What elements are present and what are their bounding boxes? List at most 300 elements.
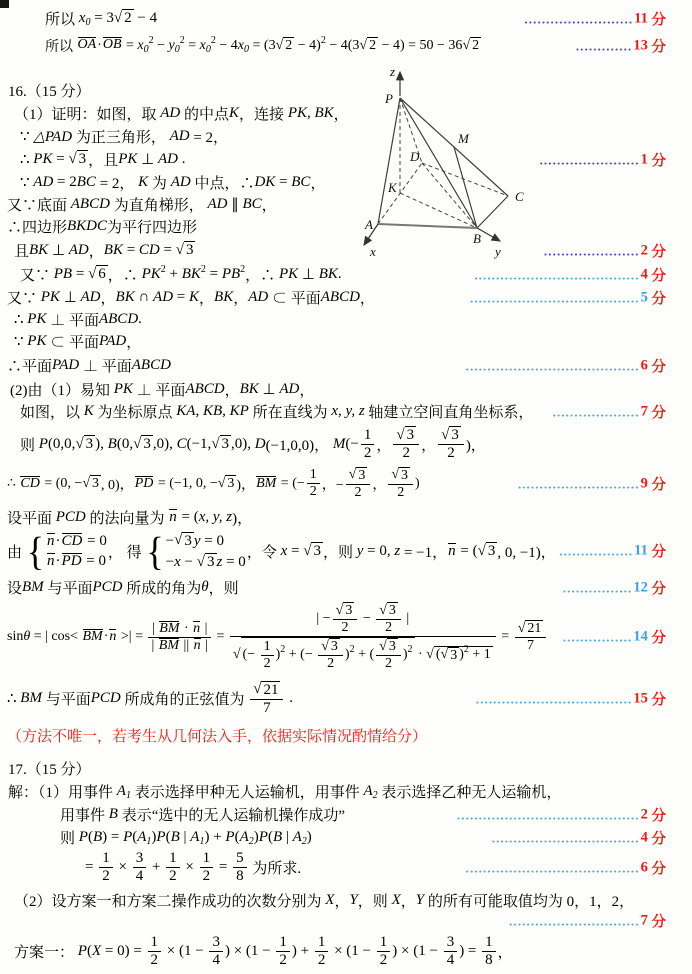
text-run: ) = (459, 942, 481, 959)
text-run: | (201, 620, 208, 636)
sqrt (133, 435, 153, 453)
sqrt (336, 602, 355, 619)
text-run: = (184, 37, 200, 53)
numerator (250, 681, 283, 699)
leader-dots: ........................................ (465, 358, 640, 373)
text-run: = −1， (400, 544, 448, 561)
score-number: 11 (634, 10, 648, 26)
doc-line (0, 758, 692, 779)
text-run: − (359, 611, 375, 627)
score-number: 4 (640, 266, 648, 282)
sqrt (211, 435, 231, 453)
math-run: PK (141, 266, 161, 282)
numerator: 3 (212, 933, 220, 950)
sqrt (82, 475, 101, 492)
math-run: ABCD (131, 357, 171, 373)
text-run: ∵ (20, 175, 34, 191)
text-run: + (− (285, 647, 317, 663)
text-run: − (180, 553, 197, 570)
denominator: 2 (307, 483, 320, 500)
score-unit: 分 (647, 581, 666, 598)
leader-dots: ....................... (539, 152, 640, 167)
text-run: · (180, 620, 193, 636)
cases-row (46, 553, 107, 570)
denominator: 2 (361, 444, 375, 462)
line-content (7, 725, 427, 746)
numerator: 1 (102, 850, 110, 867)
math-run: BKDC (67, 218, 108, 234)
text-run: 则 (20, 437, 39, 454)
numerator (515, 620, 547, 637)
score-unit: 分 (647, 244, 666, 260)
math-run: BM (158, 637, 180, 653)
radical-sign: √ (391, 467, 400, 483)
math-run: P (156, 829, 166, 846)
numerator (393, 426, 419, 444)
text-run: = 0, (363, 542, 395, 559)
text-run: (−1, (186, 435, 212, 452)
score-leader (559, 541, 666, 562)
line-content (45, 8, 157, 29)
text-run: ， (372, 477, 387, 493)
score-number: 1 (640, 151, 648, 167)
score-leader (524, 8, 666, 29)
radicand: 3 (313, 543, 321, 560)
sqrt (518, 620, 544, 637)
radical-sign: √ (133, 435, 142, 452)
fraction (515, 620, 547, 654)
text-run: × (1 − (163, 942, 208, 959)
math-run: PK (27, 311, 47, 327)
text-run: ，连接 (239, 107, 288, 123)
text-run: ⊂ 平面 (268, 291, 321, 307)
radicand (434, 646, 493, 664)
geometry-figure (344, 60, 544, 260)
doc-line (0, 309, 692, 330)
numerator: 3 (135, 850, 144, 867)
math-run: x (78, 10, 86, 26)
text-run: ) (151, 829, 157, 846)
text-run: | (201, 637, 208, 653)
doc-line (0, 355, 692, 376)
superscript: 2 (463, 644, 469, 656)
math-run: x (280, 542, 288, 559)
text-run: ∴ (7, 691, 21, 708)
radicand: 3 (345, 603, 353, 619)
text-run: ), (95, 435, 108, 452)
doc-line (0, 681, 692, 718)
sqrt (276, 37, 295, 54)
numerator (230, 602, 496, 636)
numerator (376, 638, 401, 655)
text-run: ) (306, 829, 312, 846)
fraction (230, 602, 496, 672)
text-run: = (− (277, 475, 305, 491)
text-run: ∴平面 (7, 359, 53, 375)
sqrt (349, 467, 368, 484)
text-run: ，令 (246, 544, 281, 561)
line-content (20, 149, 185, 170)
cases-column (46, 533, 107, 571)
fraction (200, 850, 214, 886)
superscript: 2 (179, 34, 185, 46)
text-run: − (165, 553, 175, 570)
math-run: ABCD (320, 289, 360, 305)
text-run: sin (7, 629, 24, 645)
fraction (361, 427, 375, 463)
text-run: − 4) = 50 − 36 (378, 37, 463, 53)
math-run: PK (33, 151, 53, 167)
text-run: (2)由（1）易知 (10, 383, 114, 399)
denominator: 2 (333, 619, 358, 636)
sqrt (359, 37, 378, 54)
text-run: · (55, 533, 61, 550)
math-run: n (448, 542, 456, 559)
text-run: 所以 (45, 39, 77, 55)
text-run: 中点，∴ (190, 176, 255, 192)
axis-label-x: x (370, 244, 376, 259)
math-run: n (193, 637, 201, 653)
math-run: ABCD (70, 196, 110, 212)
score-number: 6 (640, 357, 648, 373)
text-run: ∴ (14, 312, 28, 328)
text-run: ∵ (20, 129, 34, 145)
score-number: 11 (634, 542, 648, 559)
radicand: 3 (221, 436, 230, 453)
leader-dots: ................ (562, 629, 633, 645)
math-run: PK (113, 381, 133, 397)
fraction (393, 426, 419, 463)
text-run: × (181, 859, 198, 876)
line-content (7, 507, 252, 528)
axis-label-y: y (495, 244, 501, 259)
text-run: = 0) = (101, 942, 146, 959)
score-leader (466, 355, 666, 376)
math-run: B (92, 829, 103, 846)
superscript: 2 (320, 34, 326, 46)
score-unit: 分 (647, 630, 666, 647)
math-run: x (199, 37, 206, 53)
leader-dots: .......................................... (456, 807, 640, 823)
text-run: ) × (1 − (224, 942, 275, 959)
vector (82, 629, 104, 645)
math-run: P (225, 829, 235, 846)
text-run: ， (421, 437, 437, 454)
vector (61, 553, 83, 570)
line-content (20, 401, 533, 422)
text-run: = 0 (82, 553, 107, 570)
math-run: CD (20, 475, 40, 491)
sqrt (441, 647, 460, 664)
denominator: 4 (209, 951, 223, 969)
fraction (388, 467, 413, 501)
line-content (60, 804, 345, 825)
line-content (10, 379, 314, 400)
text-run: 所成角的正弦值为 (120, 692, 249, 709)
text-run: ， (376, 437, 392, 454)
score-unit: 分 (647, 544, 666, 561)
text-run: ， (126, 335, 142, 351)
radicand: 3 (143, 436, 151, 453)
score-number: 9 (640, 475, 648, 492)
text-run: ，− (321, 477, 344, 493)
subscript: 2 (248, 835, 254, 847)
denominator: 2 (148, 951, 162, 969)
text-run: 方案一： (14, 944, 78, 961)
leader-dots: ................ (562, 580, 633, 596)
text-run: = (275, 174, 292, 190)
fraction (333, 602, 358, 636)
subscript: 2 (301, 835, 307, 847)
text-run: + (165, 266, 182, 282)
doc-line (0, 804, 692, 825)
text-run: (−1,0,0)， (265, 437, 333, 454)
fraction (318, 638, 343, 672)
sqrt (391, 467, 410, 484)
fraction (250, 681, 283, 718)
score-leader (553, 401, 666, 422)
score-number: 15 (633, 690, 648, 707)
superscript: 2 (160, 263, 166, 275)
radical-sign: √ (217, 475, 226, 491)
text-run: = (85, 859, 98, 876)
text-run: 为坐标原点 (93, 405, 177, 421)
text-run: ) + (204, 829, 226, 846)
vector (158, 638, 180, 654)
math-run: CD (61, 532, 83, 549)
text-run: ∩ (134, 289, 154, 305)
math-run: ABCD (185, 381, 225, 397)
superscript: 2 (200, 263, 206, 275)
math-run: BK (181, 266, 201, 282)
sqrt (88, 265, 108, 283)
text-run: ) (275, 647, 281, 663)
fraction (482, 934, 496, 970)
radical-sign: √ (232, 646, 241, 662)
text-run: ) = (102, 829, 124, 846)
denominator: 4 (133, 867, 147, 885)
radicand: 3 (388, 603, 396, 619)
math-run: A (116, 783, 126, 800)
math-run: AD (169, 128, 190, 144)
vector (447, 543, 457, 560)
cases (146, 529, 246, 574)
denominator: 2 (200, 867, 214, 885)
math-run: K (229, 105, 240, 121)
radical-sign: √ (303, 542, 312, 559)
math-run: X (391, 891, 401, 908)
score-leader (457, 804, 666, 825)
math-run: PB (221, 266, 241, 282)
text-run: 用事件 (60, 808, 109, 825)
math-run: x (174, 553, 181, 570)
math-run: P (38, 435, 48, 452)
sqrt (441, 426, 461, 444)
text-run: )， (465, 437, 486, 454)
math-run: BM (22, 579, 44, 596)
text-run: 则 (60, 831, 79, 848)
math-run: AD (170, 174, 191, 190)
fraction (307, 467, 320, 500)
text-run: ( (87, 829, 93, 846)
fraction (148, 621, 210, 654)
vertex-label-K: K (388, 180, 397, 195)
text-run: 又∵底面 (7, 198, 71, 214)
math-run: AD (207, 196, 228, 212)
radical-sign: √ (68, 151, 77, 167)
text-run: + 1 (468, 647, 491, 663)
doc-line (0, 781, 692, 802)
solid-edges (378, 98, 508, 228)
text-run: 16.（15 分） (8, 84, 91, 100)
radicand: 3 (207, 553, 215, 570)
text-run: | (179, 829, 191, 846)
text-run: ∵ (14, 334, 28, 350)
text-run: = 2 (53, 174, 77, 190)
math-run: x, y, z (331, 403, 365, 419)
doc-line (0, 264, 692, 285)
vector (102, 37, 123, 53)
line-content (7, 216, 197, 237)
radical-sign: √ (379, 638, 387, 654)
sqrt (303, 542, 323, 560)
fraction (444, 934, 458, 970)
denominator: 8 (233, 867, 247, 885)
score-number: 2 (640, 806, 648, 823)
score-unit: 分 (647, 153, 666, 169)
text-run: = 0 (83, 533, 107, 550)
text-run: . (285, 690, 293, 707)
line-content (7, 287, 375, 308)
vector (61, 533, 84, 550)
text-run: （1）证明：如图，取 (14, 107, 161, 123)
text-run: ， (334, 893, 350, 910)
text-run: (− (242, 647, 259, 663)
line-content (14, 103, 349, 124)
leader-dots: ............................ (517, 476, 640, 492)
text-run: · (414, 646, 427, 662)
score-leader (509, 911, 666, 932)
line-content (7, 529, 556, 574)
text-run: = 3 (90, 10, 114, 26)
radical-sign: √ (517, 620, 526, 636)
text-run: | (151, 637, 158, 653)
radical-sign: √ (379, 602, 387, 618)
text-run: ⊂ 平面 (46, 335, 99, 351)
text-run: ， (261, 198, 277, 214)
fraction (346, 467, 371, 501)
text-run: − 4 (215, 37, 238, 53)
numerator: 1 (379, 933, 388, 950)
radicand: 3 (85, 436, 94, 453)
radicand: 2 (472, 37, 480, 53)
score-number: 7 (640, 403, 648, 419)
leader-dots: ...................... (543, 243, 640, 258)
text-run: · (97, 37, 102, 53)
doc-line (0, 507, 692, 528)
denominator: 4 (444, 951, 458, 969)
fraction (276, 934, 290, 970)
line-content (14, 309, 142, 330)
text-run: ， (233, 291, 249, 307)
numerator: 1 (317, 933, 326, 950)
math-run: BK (103, 242, 123, 258)
math-run: A (363, 783, 373, 800)
text-run: 如图，以 (20, 405, 84, 421)
radicand: 3 (78, 151, 87, 168)
radicand: 3 (92, 476, 100, 492)
numerator: 1 (485, 933, 493, 950)
text-run: ⊥ (48, 243, 69, 259)
vertex-label-A: A (365, 217, 373, 232)
cases-brace: { (26, 529, 45, 574)
math-run: AD (279, 381, 300, 397)
score-unit: 分 (647, 291, 666, 307)
numerator: 1 (263, 638, 271, 654)
radical-sign: √ (441, 426, 450, 443)
radicand: 21 (263, 681, 279, 698)
score-unit: 分 (647, 477, 666, 494)
text-run: 的中点 (180, 107, 230, 123)
math-run: △PAD (33, 129, 73, 145)
text-run: ) (459, 647, 464, 663)
radicand: 6 (98, 266, 106, 283)
radicand: 3 (406, 427, 415, 443)
superscript: 2 (349, 644, 355, 656)
line-content (14, 240, 195, 261)
numerator: 1 (150, 933, 159, 950)
radicand: 2 (124, 10, 132, 27)
score-number: 14 (633, 628, 648, 645)
score-leader (466, 857, 666, 878)
text-run: = (159, 242, 176, 258)
numerator: 1 (169, 850, 177, 867)
sqrt (75, 435, 95, 453)
vector (134, 476, 155, 492)
math-run: CD (138, 242, 160, 258)
text-run: 设 (7, 581, 23, 598)
text-run: = (122, 37, 138, 53)
text-run: ，∴ (245, 268, 279, 284)
radicand: 3 (185, 242, 194, 259)
cases-brace: { (146, 529, 164, 574)
leader-dots: .............................. (509, 913, 640, 929)
numerator: 5 (236, 850, 244, 867)
text-run: ⊥ (258, 382, 280, 398)
line-content (7, 602, 548, 672)
vector (192, 621, 201, 637)
score-leader (563, 627, 666, 648)
vertex-label-P: P (385, 91, 393, 106)
sqrt (478, 542, 498, 560)
subscript: 0 (174, 43, 180, 55)
doc-line (0, 827, 692, 848)
score-leader (563, 577, 666, 598)
math-run: BM (159, 620, 180, 636)
sqrt (396, 426, 416, 444)
text-run: 表示选择甲种无人运输机，用事件 (130, 785, 364, 802)
text-run: 表示选择乙种无人运输机， (377, 785, 562, 802)
math-run: B (272, 829, 283, 846)
fraction (233, 850, 247, 886)
vector (193, 638, 202, 654)
radical-sign: √ (75, 435, 84, 452)
text-run: ， (400, 893, 416, 910)
math-run: OA (77, 37, 97, 53)
math-run: BK (214, 289, 234, 305)
math-run: y (168, 37, 175, 53)
score-number: 5 (640, 289, 648, 305)
